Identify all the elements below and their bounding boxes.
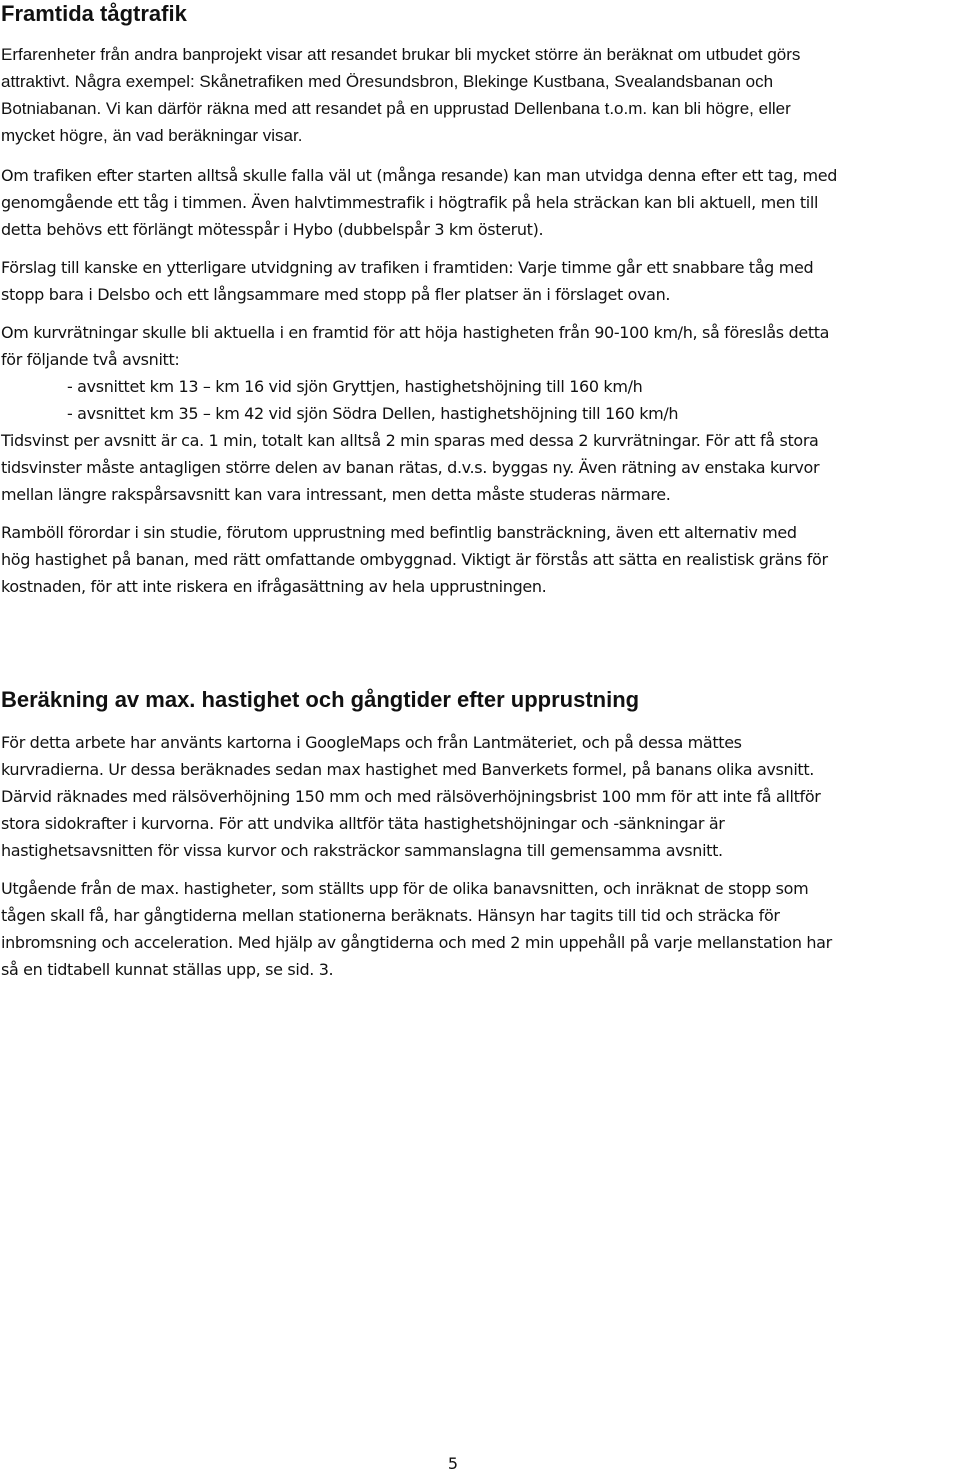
- text-line: Om trafiken efter starten alltså skulle falla väl ut (många resande) kan man utvidga denna efter ett tag, med: [1, 166, 837, 185]
- text-line: Ramböll förordar i sin studie, förutom upprustning med befintlig bansträckning, även ett alternativ med: [1, 523, 797, 542]
- text-line: hög hastighet på banan, med rätt omfattande ombyggnad. Viktigt är förstås att sätta en realistisk gräns för: [1, 550, 828, 569]
- text-line: Därvid räknades med rälsöverhöjning 150 mm och med rälsöverhöjningsbrist 100 mm för att inte få alltför: [1, 787, 821, 806]
- paragraph-erfarenheter: [1, 41, 959, 149]
- text-line: hastighetsavsnitten för vissa kurvor och raksträckor sammanslagna till gemensamma avsnitt.: [1, 841, 723, 860]
- page-number: 5: [447, 1454, 459, 1473]
- text-line: mellan längre rakspårsavsnitt kan vara intressant, men detta måste studeras närmare.: [1, 485, 671, 504]
- text-line: Erfarenheter från andra banprojekt visar att resandet brukar bli mycket större än beräknat om utbudet görs: [1, 45, 801, 64]
- section-heading-berakning: Beräkning av max. hastighet och gångtider efter upprustning: [1, 687, 640, 712]
- section-heading-framtida-tagtrafik: Framtida tågtrafik: [1, 1, 187, 26]
- text-line: kurvradierna. Ur dessa beräknades sedan max hastighet med Banverkets formel, på banans olika avsnitt.: [1, 760, 815, 779]
- text-line: Botniabanan. Vi kan därför räkna med att resandet på en upprustad Dellenbana t.o.m. kan bli högre, eller: [1, 99, 791, 118]
- paragraph-ramboll: [1, 519, 959, 600]
- text-line: attraktivt. Några exempel: Skånetrafiken med Öresundsbron, Blekinge Kustbana, Svealandsbanan och: [1, 72, 774, 91]
- text-line: detta behövs ett förlängt mötesspår i Hybo (dubbelspår 3 km österut).: [1, 220, 544, 239]
- paragraph-kurvratningar: [1, 319, 959, 508]
- text-line: inbromsning och acceleration. Med hjälp av gångtiderna och med 2 min uppehåll på varje mellanstation har: [1, 933, 832, 952]
- text-line: För detta arbete har använts kartorna i GoogleMaps och från Lantmäteriet, och på dessa mättes: [1, 733, 742, 752]
- text-line: kostnaden, för att inte riskera en ifrågasättning av hela upprustningen.: [1, 577, 547, 596]
- text-line: stora sidokrafter i kurvorna. För att undvika alltför täta hastighetshöjningar och -sänkningar är: [1, 814, 725, 833]
- text-line: för följande två avsnitt:: [1, 350, 180, 369]
- text-line: stopp bara i Delsbo och ett långsammare med stopp på fler platser än i förslaget ovan.: [1, 285, 671, 304]
- paragraph-forslag: [1, 254, 959, 308]
- text-line: Tidsvinst per avsnitt är ca. 1 min, totalt kan alltså 2 min sparas med dessa 2 kurvrätningar. För att få stora: [1, 431, 819, 450]
- list-item: - avsnittet km 35 – km 42 vid sjön Södra Dellen, hastighetshöjning till 160 km/h: [67, 404, 679, 423]
- text-line: Om kurvrätningar skulle bli aktuella i en framtid för att höja hastigheten från 90-100 km/h, så föreslås detta: [1, 323, 830, 342]
- text-line: genomgående ett tåg i timmen. Även halvtimmestrafik i högtrafik på hela sträckan kan bli aktuell, men till: [1, 193, 819, 212]
- paragraph-for-detta-arbete: [1, 729, 959, 864]
- text-line: tågen skall få, har gångtiderna mellan stationerna beräknats. Hänsyn har tagits till tid och sträcka för: [1, 906, 780, 925]
- text-line: så en tidtabell kunnat ställas upp, se sid. 3.: [1, 960, 334, 979]
- text-line: tidsvinster måste antagligen större delen av banan rätas, d.v.s. byggas ny. Även rätning av enstaka kurvor: [1, 458, 820, 477]
- text-line: mycket högre, än vad beräkningar visar.: [1, 126, 303, 145]
- text-line: Förslag till kanske en ytterligare utvidgning av trafiken i framtiden: Varje timme går ett snabbare tåg med: [1, 258, 814, 277]
- list-item: - avsnittet km 13 – km 16 vid sjön Gryttjen, hastighetshöjning till 160 km/h: [67, 377, 643, 396]
- paragraph-om-trafiken: [1, 162, 959, 243]
- paragraph-utgaende: [1, 875, 959, 983]
- text-line: Utgående från de max. hastigheter, som ställts upp för de olika banavsnitten, och inräknat de stopp som: [1, 879, 809, 898]
